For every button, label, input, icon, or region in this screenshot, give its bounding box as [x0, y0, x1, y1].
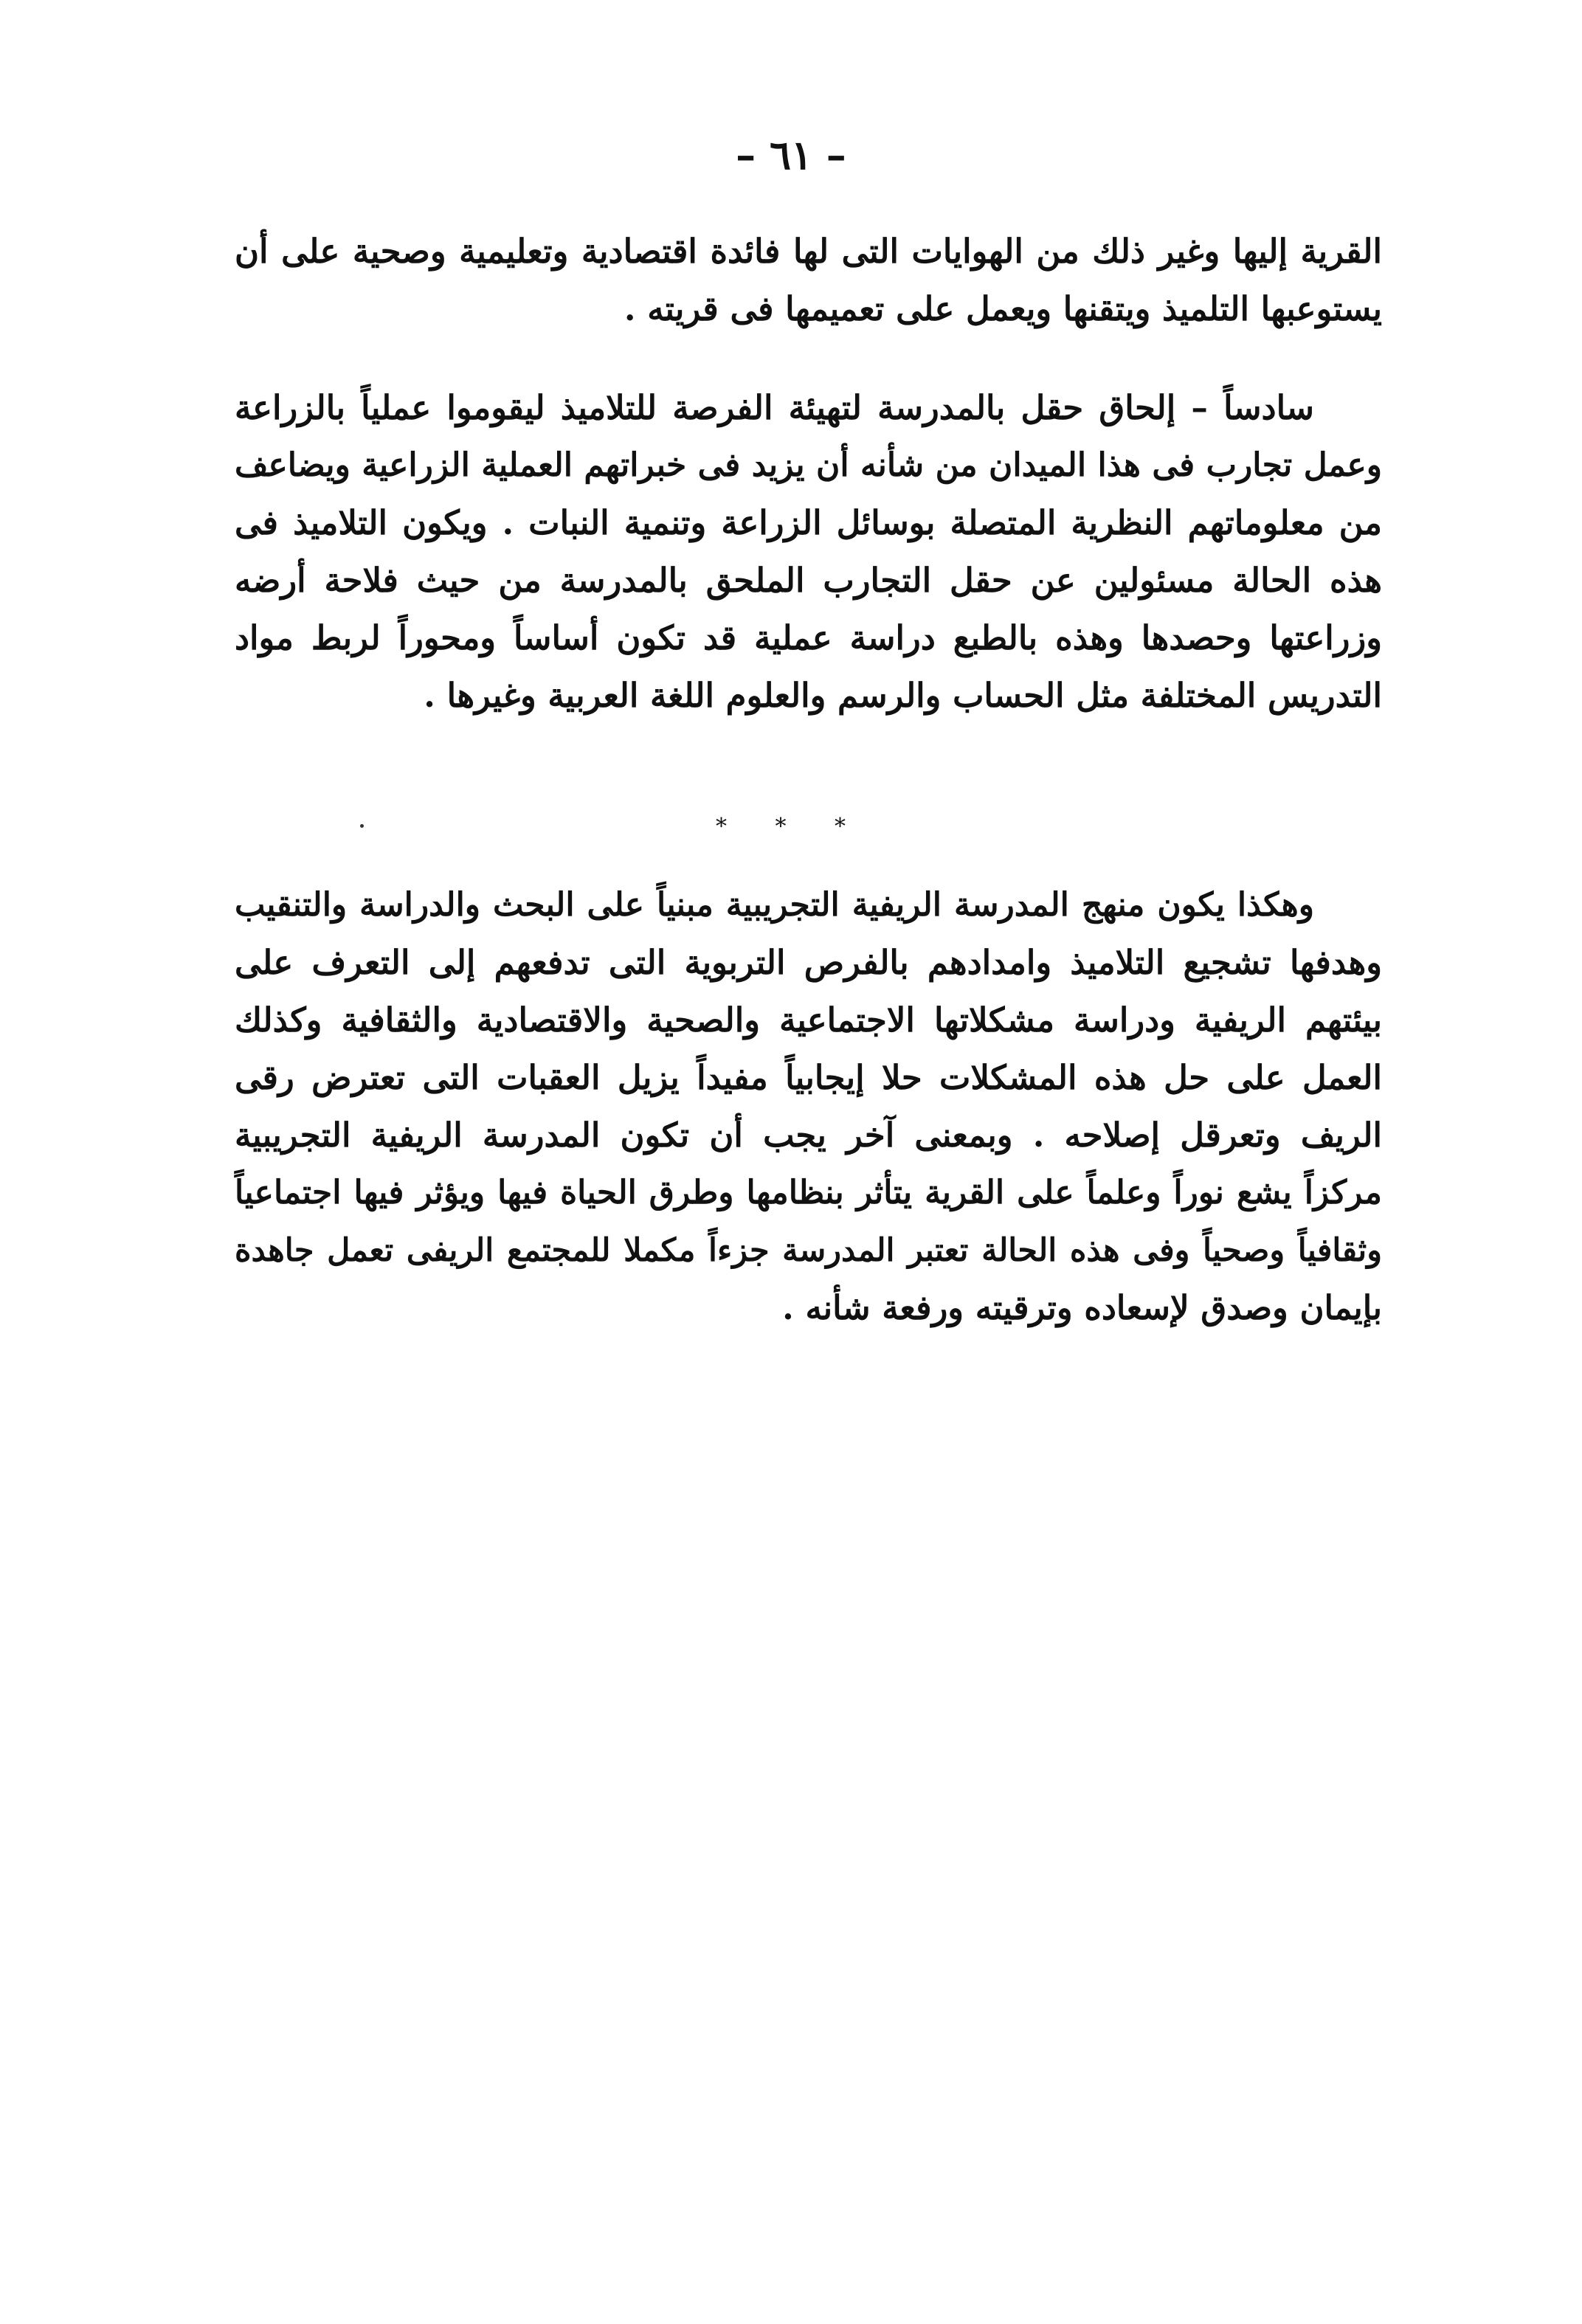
paragraph-line: مركزاً يشع نوراً وعلماً على القرية يتأثر بنظامها وطرق الحياة فيها ويؤثر فيها اجتماعياً: [235, 1174, 1382, 1211]
paragraph-line: بإيمان وصدق لإسعاده وترقيته ورفعة شأنه .: [782, 1288, 1382, 1327]
paragraph-line: وزراعتها وحصدها وهذه بالطبع دراسة عملية قد تكون أساساً ومحوراً لربط مواد: [235, 618, 1382, 657]
paragraph-line: هذه الحالة مسئولين عن حقل التجارب الملحق بالمدرسة من حيث فلاحة أرضه: [235, 561, 1382, 600]
paragraph-line: القرية إليها وغير ذلك من الهوايات التى لها فائدة اقتصادية وتعليمية وصحية على أن: [235, 232, 1382, 271]
scan-speck: [360, 824, 364, 828]
paragraph-line: بيئتهم الريفية ودراسة مشكلاتها الاجتماعية والصحية والاقتصادية والثقافية وكذلك: [235, 1000, 1382, 1040]
paragraph-3: [235, 876, 1382, 1337]
page-number: – ٦١ –: [736, 131, 846, 179]
paragraph-line: وهكذا يكون منهج المدرسة الريفية التجريبية مبنياً على البحث والدراسة والتنقيب: [235, 886, 1314, 924]
paragraph-line: من معلوماتهم النظرية المتصلة بوسائل الزراعة وتنمية النبات . ويكون التلاميذ فى: [235, 503, 1382, 542]
paragraph-line: الريف وتعرقل إصلاحه . وبمعنى آخر يجب أن تكون المدرسة الريفية التجريبية: [235, 1116, 1382, 1155]
paragraph-1: [235, 223, 1382, 338]
paragraph-line: العمل على حل هذه المشكلات حلا إيجابياً مفيداً يزيل العقبات التى تعترض رقى: [235, 1058, 1382, 1097]
paragraph-line: وهدفها تشجيع التلاميذ وامدادهم بالفرص التربوية التى تدفعهم إلى التعرف على: [235, 943, 1382, 982]
section-separator: * * *: [715, 814, 867, 840]
paragraph-line: وعمل تجارب فى هذا الميدان من شأنه أن يزيد فى خبراتهم العملية الزراعية ويضاعف: [235, 446, 1382, 484]
paragraph-line: وثقافياً وصحياً وفى هذه الحالة تعتبر المدرسة جزءاً مكملا للمجتمع الريفى تعمل جاهدة: [235, 1232, 1382, 1269]
paragraph-line: سادساً – إلحاق حقل بالمدرسة لتهيئة الفرصة للتلاميذ ليقوموا عملياً بالزراعة: [235, 388, 1314, 427]
paragraph-line: يستوعبها التلميذ ويتقنها ويعمل على تعميمها فى قريته .: [624, 289, 1382, 328]
paragraph-2: [235, 379, 1382, 724]
paragraph-line: التدريس المختلفة مثل الحساب والرسم والعلوم اللغة العربية وغيرها .: [424, 676, 1382, 715]
